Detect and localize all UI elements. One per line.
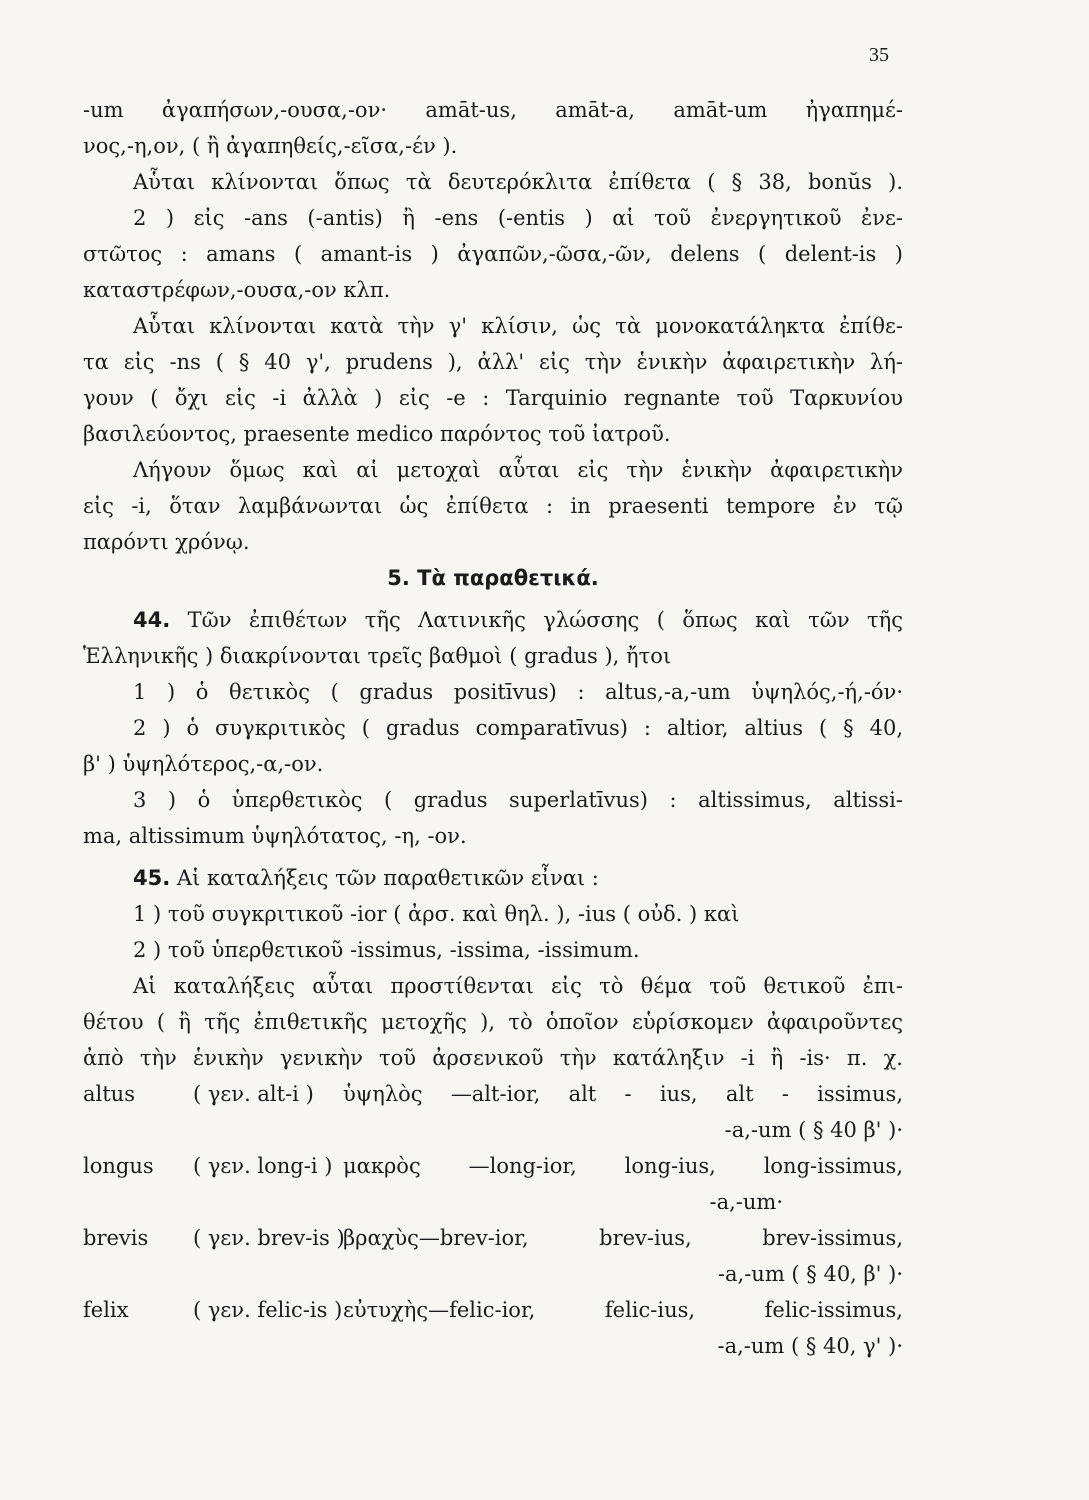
text-line: 2 ) τοῦ ὑπερθετικοῦ -issimus, -issima, -issimum. [133,938,640,962]
example-row [83,1292,903,1328]
text-line: -um ἀγαπήσων,-ουσα,-ον· amāt-us, amāt-a, amāt-um ἠγαπημέ- [83,98,903,122]
example-row [83,1220,903,1256]
text-line: τα εἰς -ns ( § 40 γ', prudens ), ἀλλ' εἰς τὴν ἑνικὴν ἀφαιρετικὴν λή- [83,350,903,374]
text-line: Αἱ καταλήξεις αὗται προστίθενται εἰς τὸ θέμα τοῦ θετικοῦ ἐπι- [133,974,903,998]
example-genitive: ( γεν. felic-is ) [193,1298,343,1322]
example-continuation: -a,-um ( § 40, β' )· [717,1262,903,1286]
paragraph-number: 45. [133,866,171,890]
text-line: βασιλεύοντος, praesente medico παρόντος τοῦ ἰατροῦ. [83,422,671,446]
text-line: ἀπὸ τὴν ἑνικὴν γενικὴν τοῦ ἀρσενικοῦ τὴν κατάληξιν -i ἢ -is· π. χ. [83,1046,903,1070]
text-line: θέτου ( ἢ τῆς ἐπιθετικῆς μετοχῆς ), τὸ ὁποῖον εὑρίσκομεν ἀφαιροῦντες [83,1010,903,1034]
text-line: ma, altissimum ὑψηλότατος, -η, -ον. [83,824,467,848]
example-genitive: ( γεν. long-i ) [193,1154,333,1178]
text-line: εἰς -i, ὅταν λαμβάνωνται ὡς ἐπίθετα : in praesenti tempore ἐν τῷ [83,494,903,518]
example-row [83,1076,903,1112]
text-line: 3 ) ὁ ὑπερθετικὸς ( gradus superlatīvus) : altissimus, altissi- [133,788,903,812]
example-genitive: ( γεν. brev-is ) [193,1226,345,1250]
example-forms: βραχὺς—brev-ior, brev-ius, brev-issimus, [343,1226,903,1250]
example-word: brevis [83,1226,149,1250]
text-block [83,92,903,1364]
paragraph-number: 44. [133,608,171,632]
paragraph-44-first-line [83,602,903,638]
text-line: στῶτος : amans ( amant-is ) ἀγαπῶν,-ῶσα,-ῶν, delens ( delent-is ) [83,242,903,266]
paragraph-45-first-line [83,860,903,896]
text-line: 2 ) ὁ συγκριτικὸς ( gradus comparatīvus) : altior, altius ( § 40, [133,716,903,740]
page-number: 35 [869,44,889,66]
text-line: 1 ) ὁ θετικὸς ( gradus positīvus) : altus,-a,-um ὑψηλός,-ή,-όν· [133,680,903,704]
text-line: 2 ) εἰς -ans (-antis) ἢ -ens (-entis ) αἱ τοῦ ἐνεργητικοῦ ἐνε- [133,206,903,230]
example-word: felix [83,1298,129,1322]
text-line: 1 ) τοῦ συγκριτικοῦ -ior ( ἀρσ. καὶ θηλ. ), -ius ( οὐδ. ) καὶ [133,902,740,926]
text-line: Τῶν ἐπιθέτων τῆς Λατινικῆς γλώσσης ( ὅπως καὶ τῶν τῆς [187,608,903,632]
text-line: β' ) ὑψηλότερος,-α,-ον. [83,752,324,776]
text-line: Ἑλληνικῆς ) διακρίνονται τρεῖς βαθμοὶ ( gradus ), ἤτοι [83,644,672,668]
text-line: Αἱ καταλήξεις τῶν παραθετικῶν εἶναι : [176,866,599,890]
example-word: longus [83,1154,154,1178]
example-genitive: ( γεν. alt-i ) [193,1082,314,1106]
text-line: γουν ( ὄχι εἰς -i ἀλλὰ ) εἰς -e : Tarquinio regnante τοῦ Ταρκυνίου [83,386,903,410]
text-line: Αὗται κλίνονται κατὰ τὴν γ' κλίσιν, ὡς τὰ μονοκατάληκτα ἐπίθε- [133,314,903,338]
example-forms: ὑψηλὸς —alt-ior, alt - ius, alt - issimus, [343,1082,903,1106]
text-line: Αὗται κλίνονται ὅπως τὰ δευτερόκλιτα ἐπίθετα ( § 38, bonŭs ). [133,170,903,194]
example-continuation: -a,-um ( § 40, γ' )· [717,1334,903,1358]
example-forms: μακρὸς —long-ior, long-ius, long-issimus, [343,1154,903,1178]
example-forms: εὐτυχὴς—felic-ior, felic-ius, felic-issimus, [343,1298,903,1322]
example-word: altus [83,1082,135,1106]
text-line: καταστρέφων,-ουσα,-ον κλπ. [83,278,391,302]
text-line: νος,-η,ον, ( ἢ ἀγαπηθείς,-εῖσα,-έν ). [83,134,458,158]
example-continuation: -a,-um ( § 40 β' )· [724,1118,903,1142]
text-line: παρόντι χρόνῳ. [83,530,250,554]
example-continuation: -a,-um· [709,1190,783,1214]
example-row [83,1148,903,1184]
text-line: Λήγουν ὅμως καὶ αἱ μετοχαὶ αὗται εἰς τὴν ἑνικὴν ἀφαιρετικὴν [133,458,903,482]
section-heading: 5. Τὰ παραθετικά. [387,566,599,590]
